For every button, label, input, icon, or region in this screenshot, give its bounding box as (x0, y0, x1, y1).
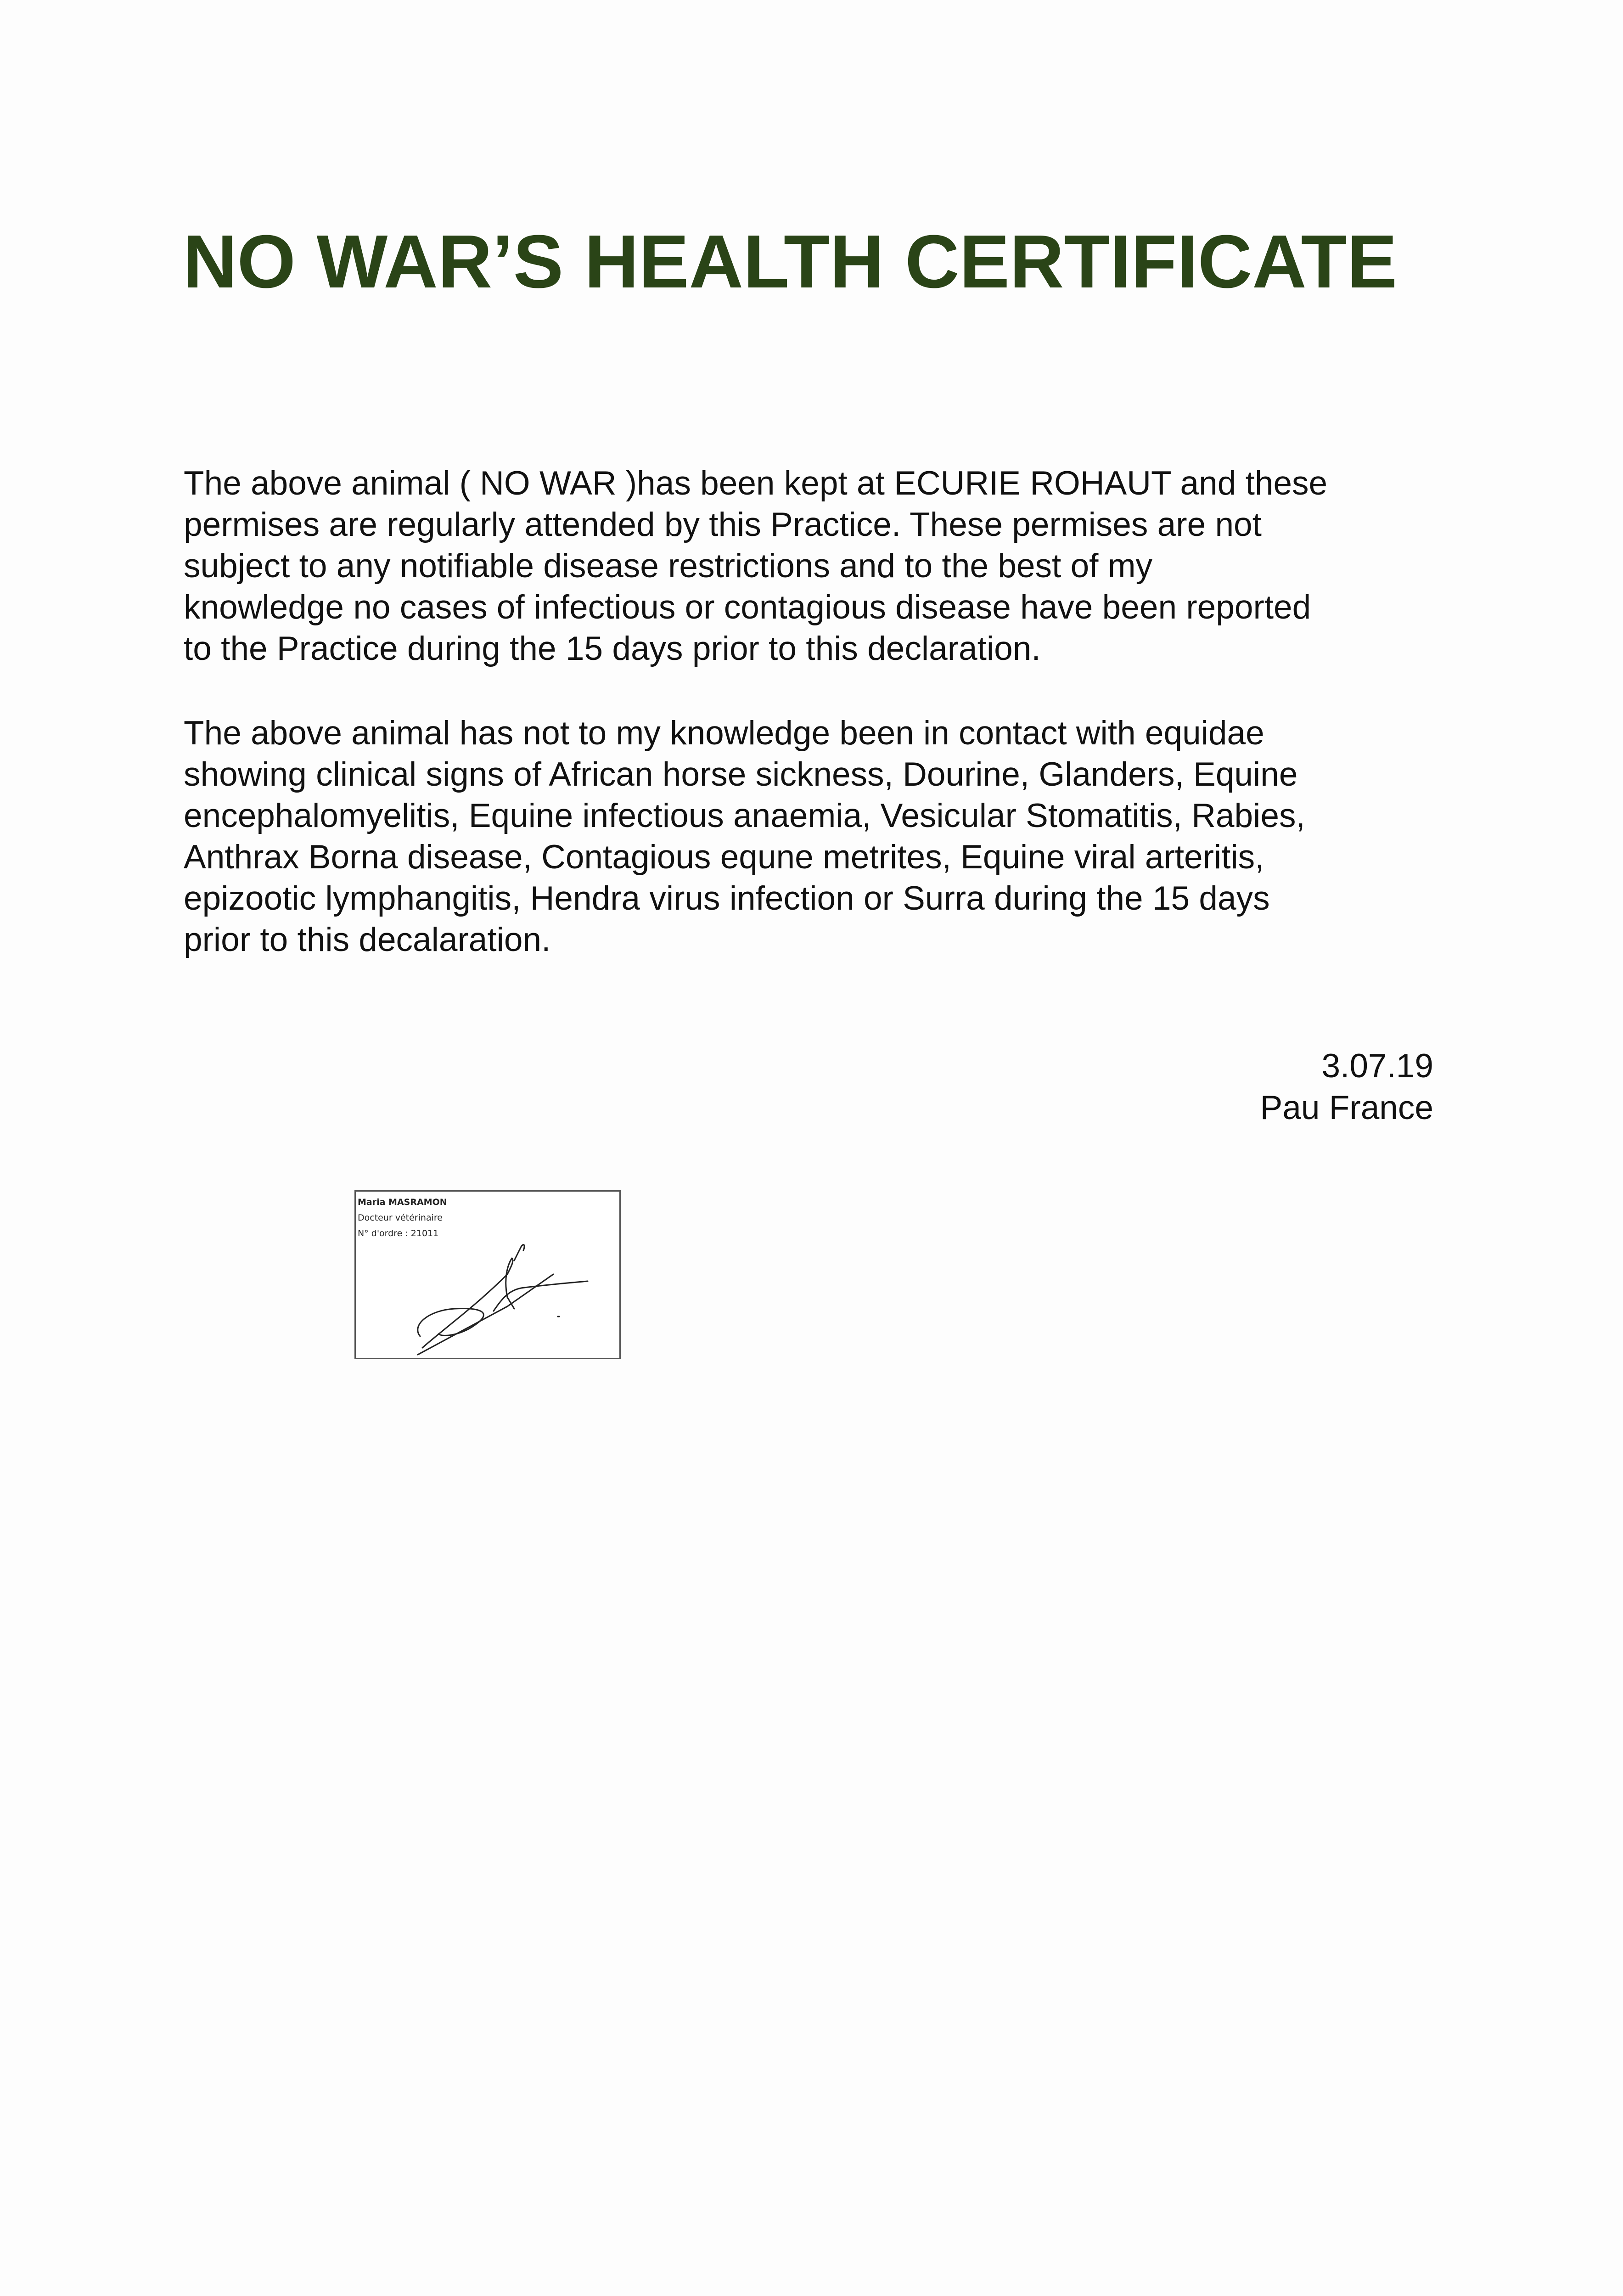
paragraph-line: epizootic lymphangitis, Hendra virus infection or Surra during the 15 days (184, 880, 1270, 917)
declaration-paragraph-premises (184, 463, 1451, 670)
veterinarian-role: Docteur vétérinaire (358, 1213, 443, 1223)
paragraph-line: to the Practice during the 15 days prior to this declaration. (184, 630, 1041, 667)
veterinarian-stamp (354, 1190, 621, 1359)
paragraph-line: showing clinical signs of African horse sickness, Dourine, Glanders, Equine (184, 756, 1298, 793)
certificate-place: Pau France (1260, 1089, 1433, 1126)
paragraph-line: subject to any notifiable disease restrictions and to the best of my (184, 547, 1153, 585)
veterinarian-order-number: N° d'ordre : 21011 (358, 1228, 439, 1238)
handwritten-signature (356, 1192, 622, 1361)
certificate-title: NO WAR’S HEALTH CERTIFICATE (183, 219, 1398, 304)
paragraph-line: The above animal has not to my knowledge been in contact with equidae (184, 715, 1264, 752)
paragraph-line: Anthrax Borna disease, Contagious equne metrites, Equine viral arteritis, (184, 838, 1264, 876)
paragraph-line: prior to this decalaration. (184, 921, 551, 958)
paragraph-line: permises are regularly attended by this Practice. These permises are not (184, 506, 1262, 543)
paragraph-line: The above animal ( NO WAR )has been kept at ECURIE ROHAUT and these (184, 465, 1328, 502)
certificate-date: 3.07.19 (1321, 1047, 1433, 1085)
declaration-paragraph-diseases (184, 713, 1451, 961)
veterinarian-name: Maria MASRAMON (358, 1197, 447, 1207)
paragraph-line: encephalomyelitis, Equine infectious anaemia, Vesicular Stomatitis, Rabies, (184, 797, 1305, 834)
date-and-place (1102, 1045, 1433, 1129)
paragraph-line: knowledge no cases of infectious or contagious disease have been reported (184, 589, 1311, 626)
